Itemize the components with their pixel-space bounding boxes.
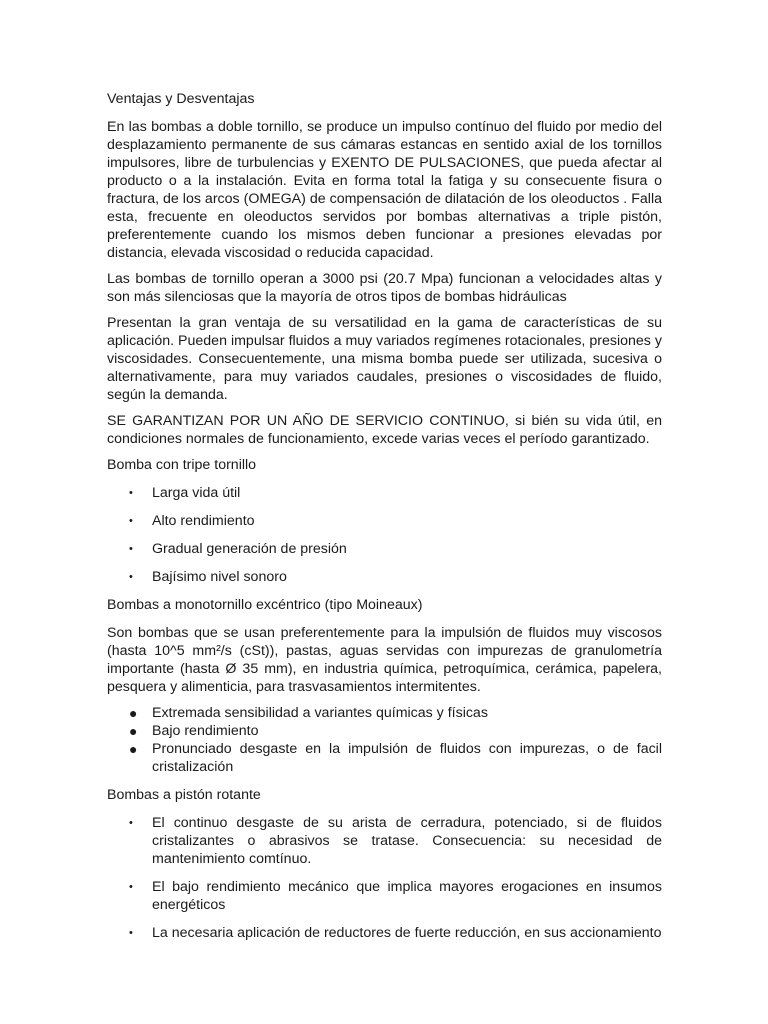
- bullet-icon: •: [129, 487, 133, 499]
- list-item: • La necesaria aplicación de reductores de fuerte reducción, en sus accionamiento: [129, 925, 662, 941]
- paragraph-mono: Son bombas que se usan preferentemente para la impulsión de fluidos muy viscosos (hasta 10^5 mm²/s (cSt)), pastas, aguas servidas con impurezas de granulometría importante (hasta Ø 35 mm), en industria química, petroquímica, cerámica, papelera, pesquera y alimenticia, para trasvasamientos intermitentes.: [107, 625, 662, 695]
- bullet-icon: •: [129, 881, 133, 893]
- bullet-icon: ●: [129, 723, 138, 739]
- bullet-icon: ●: [129, 741, 138, 757]
- list-item: • Alto rendimiento: [129, 513, 255, 529]
- list-item: ● Extremada sensibilidad a variantes químicas y físicas: [129, 705, 488, 721]
- list-item: ● Bajo rendimiento: [129, 723, 259, 739]
- bullet-icon: •: [129, 571, 133, 583]
- list-item: • El continuo desgaste de su arista de cerradura, potenciado, si de fluidos cristalizantes o abrasivos se tratase. Consecuencia: su necesidad de mantenimiento comtínuo.: [129, 815, 662, 867]
- rotary-piston-list: [107, 814, 662, 942]
- list-item: • Bajísimo nivel sonoro: [129, 569, 287, 585]
- bullet-icon: •: [129, 543, 133, 555]
- mono-screw-list: [107, 704, 662, 776]
- document-page: [107, 90, 662, 952]
- section-heading-mono: Bombas a monotornillo excéntrico (tipo Moineaux): [107, 597, 423, 613]
- list-item: ● Pronunciado desgaste en la impulsión de fluidos con impurezas, o de facil cristalización: [129, 741, 662, 775]
- list-item: • El bajo rendimiento mecánico que implica mayores erogaciones en insumos energéticos: [129, 879, 662, 913]
- paragraph-guarantee: SE GARANTIZAN POR UN AÑO DE SERVICIO CONTINUO, si bién su vida útil, en condiciones normales de funcionamiento, excede varias veces el período garantizado.: [107, 413, 662, 447]
- paragraph-double-screw: En las bombas a doble tornillo, se produce un impulso contínuo del fluido por medio del desplazamiento permanente de sus cámaras estancas en sentido axial de los tornillos impulsores, libre de turbulencias y EXENTO DE PULSACIONES, que pueda afectar al producto o a la instalación. Evita en forma total la fatiga y su consecuente fisura o fractura, de los arcos (OMEGA) de compensación de dilatación de los oleoductos . Falla esta, frecuente en oleoductos servidos por bombas alternativas a triple pistón, preferentemente cuando los mismos deben funcionar a presiones elevadas por distancia, elevada viscosidad o reducida capacidad.: [107, 119, 662, 261]
- list-item: • Larga vida útil: [129, 485, 241, 501]
- paragraph-versatility: Presentan la gran ventaja de su versatilidad en la gama de características de su aplicación. Pueden impulsar fluidos a muy variados regímenes rotacionales, presiones y viscosidades. Consecuentemente, una misma bomba puede ser utilizada, sucesiva o alternativamente, para muy variados caudales, presiones o viscosidades de fluido, según la demanda.: [107, 315, 662, 403]
- paragraph-pressure: Las bombas de tornillo operan a 3000 psi (20.7 Mpa) funcionan a velocidades altas y son más silenciosas que la mayoría de otros tipos de bombas hidráulicas: [107, 271, 662, 305]
- triple-screw-list: [107, 484, 662, 586]
- bullet-icon: •: [129, 927, 133, 939]
- section-heading-piston: Bombas a pistón rotante: [107, 787, 261, 803]
- section-heading-triple: Bomba con tripe tornillo: [107, 457, 257, 473]
- bullet-icon: •: [129, 515, 133, 527]
- bullet-icon: ●: [129, 705, 138, 721]
- bullet-icon: •: [129, 817, 133, 829]
- doc-title: Ventajas y Desventajas: [107, 91, 255, 107]
- list-item: • Gradual generación de presión: [129, 541, 347, 557]
